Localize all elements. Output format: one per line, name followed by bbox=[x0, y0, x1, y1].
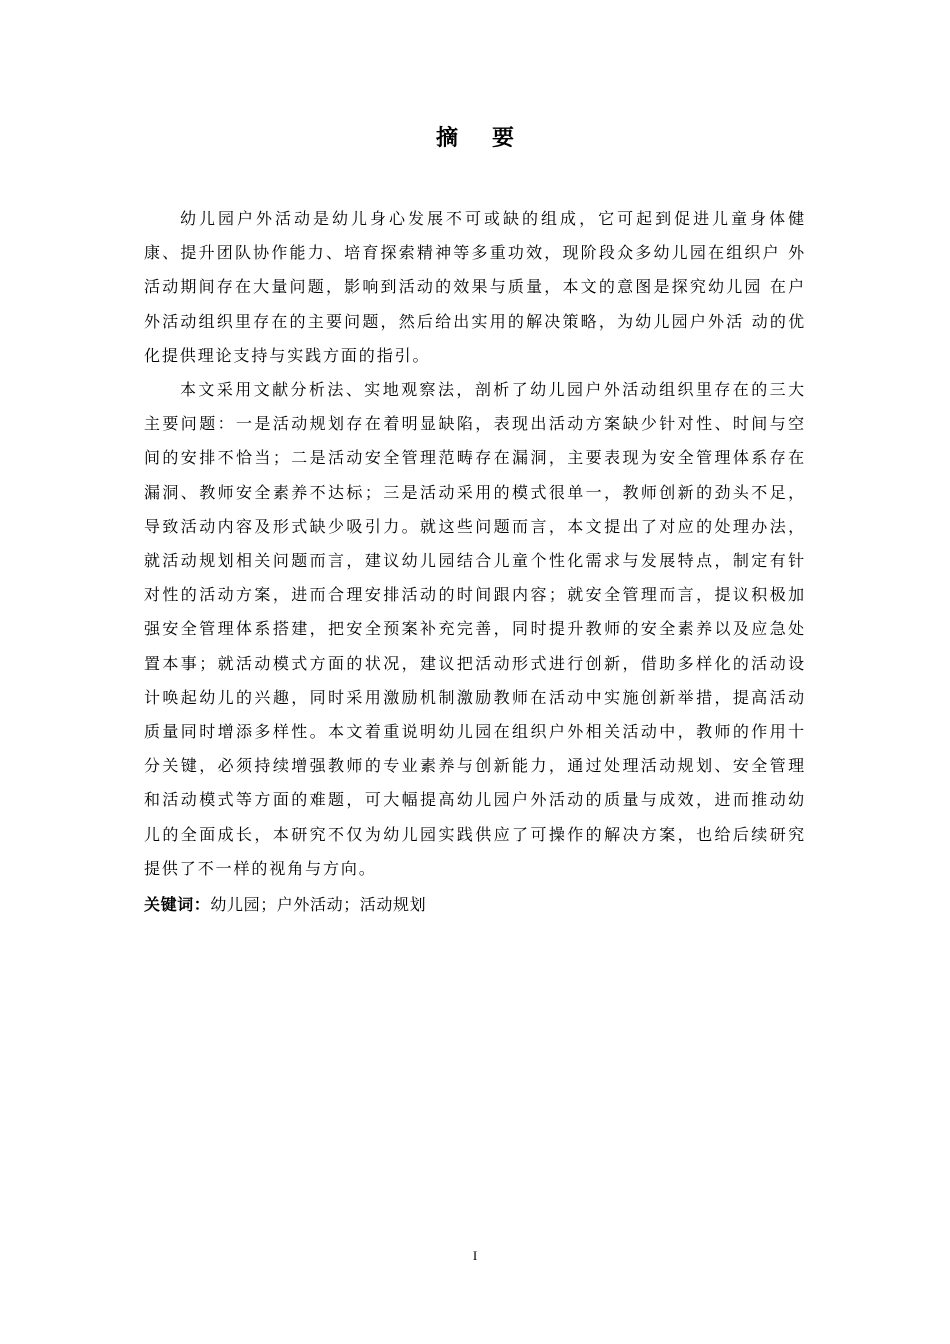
abstract-title bbox=[0, 124, 950, 154]
keywords-value: 幼儿园；户外活动；活动规划 bbox=[210, 895, 427, 914]
keywords-label: 关键词： bbox=[144, 895, 211, 914]
abstract-title-char-2: 要 bbox=[492, 126, 515, 151]
abstract-body bbox=[144, 202, 806, 886]
keywords-line bbox=[144, 890, 806, 920]
abstract-title-char-1: 摘 bbox=[435, 126, 458, 151]
abstract-paragraph-1: 幼儿园户外活动是幼儿身心发展不可或缺的组成，它可起到促进儿童身体健 康、提升团队协作能力、培育探索精神等多重功效，现阶段众多幼儿园在组织户 外活动期间存在大量问题，影响到活动的效果与质量，本文的意图是探究幼儿园 在户外活动组织里存在的主要问题，然后给出实用的解决策略，为幼儿园户外活 动的优化提供理论支持与实践方面的指引。 bbox=[144, 209, 806, 365]
abstract-paragraph-2: 本文采用文献分析法、实地观察法，剖析了幼儿园户外活动组织里存在的三大主要问题：一是活动规划存在着明显缺陷，表现出活动方案缺少针对性、时间与空间的安排不恰当；二是活动安全管理范畴存在漏洞，主要表现为安全管理体系存在漏洞、教师安全素养不达标；三是活动采用的模式很单一，教师创新的劲头不足，导致活动内容及形式缺少吸引力。就这些问题而言，本文提出了对应的处理办法，就活动规划相关问题而言，建议幼儿园结合儿童个性化需求与发展特点，制定有针对性的活动方案，进而合理安排活动的时间跟内容；就安全管理而言，提议积极加强安全管理体系搭建，把安全预案补充完善，同时提升教师的安全素养以及应急处置本事；就活动模式方面的状况，建议把活动形式进行创新，借助多样化的活动设计唤起幼儿的兴趣，同时采用激励机制激励教师在活动中实施创新举措，提高活动质量同时增添多样性。本文着重说明幼儿园在组织户外相关活动中，教师的作用十分关键，必须持续增强教师的专业素养与创新能力，通过处理活动规划、安全管理和活动模式等方面的难题，可大幅提高幼儿园户外活动的质量与成效，进而推动幼儿的全面成长，本研究不仅为幼儿园实践供应了可操作的解决方案，也给后续研究提供了不一样的视角与方向。 bbox=[144, 380, 806, 878]
page-number: I bbox=[472, 1248, 478, 1263]
